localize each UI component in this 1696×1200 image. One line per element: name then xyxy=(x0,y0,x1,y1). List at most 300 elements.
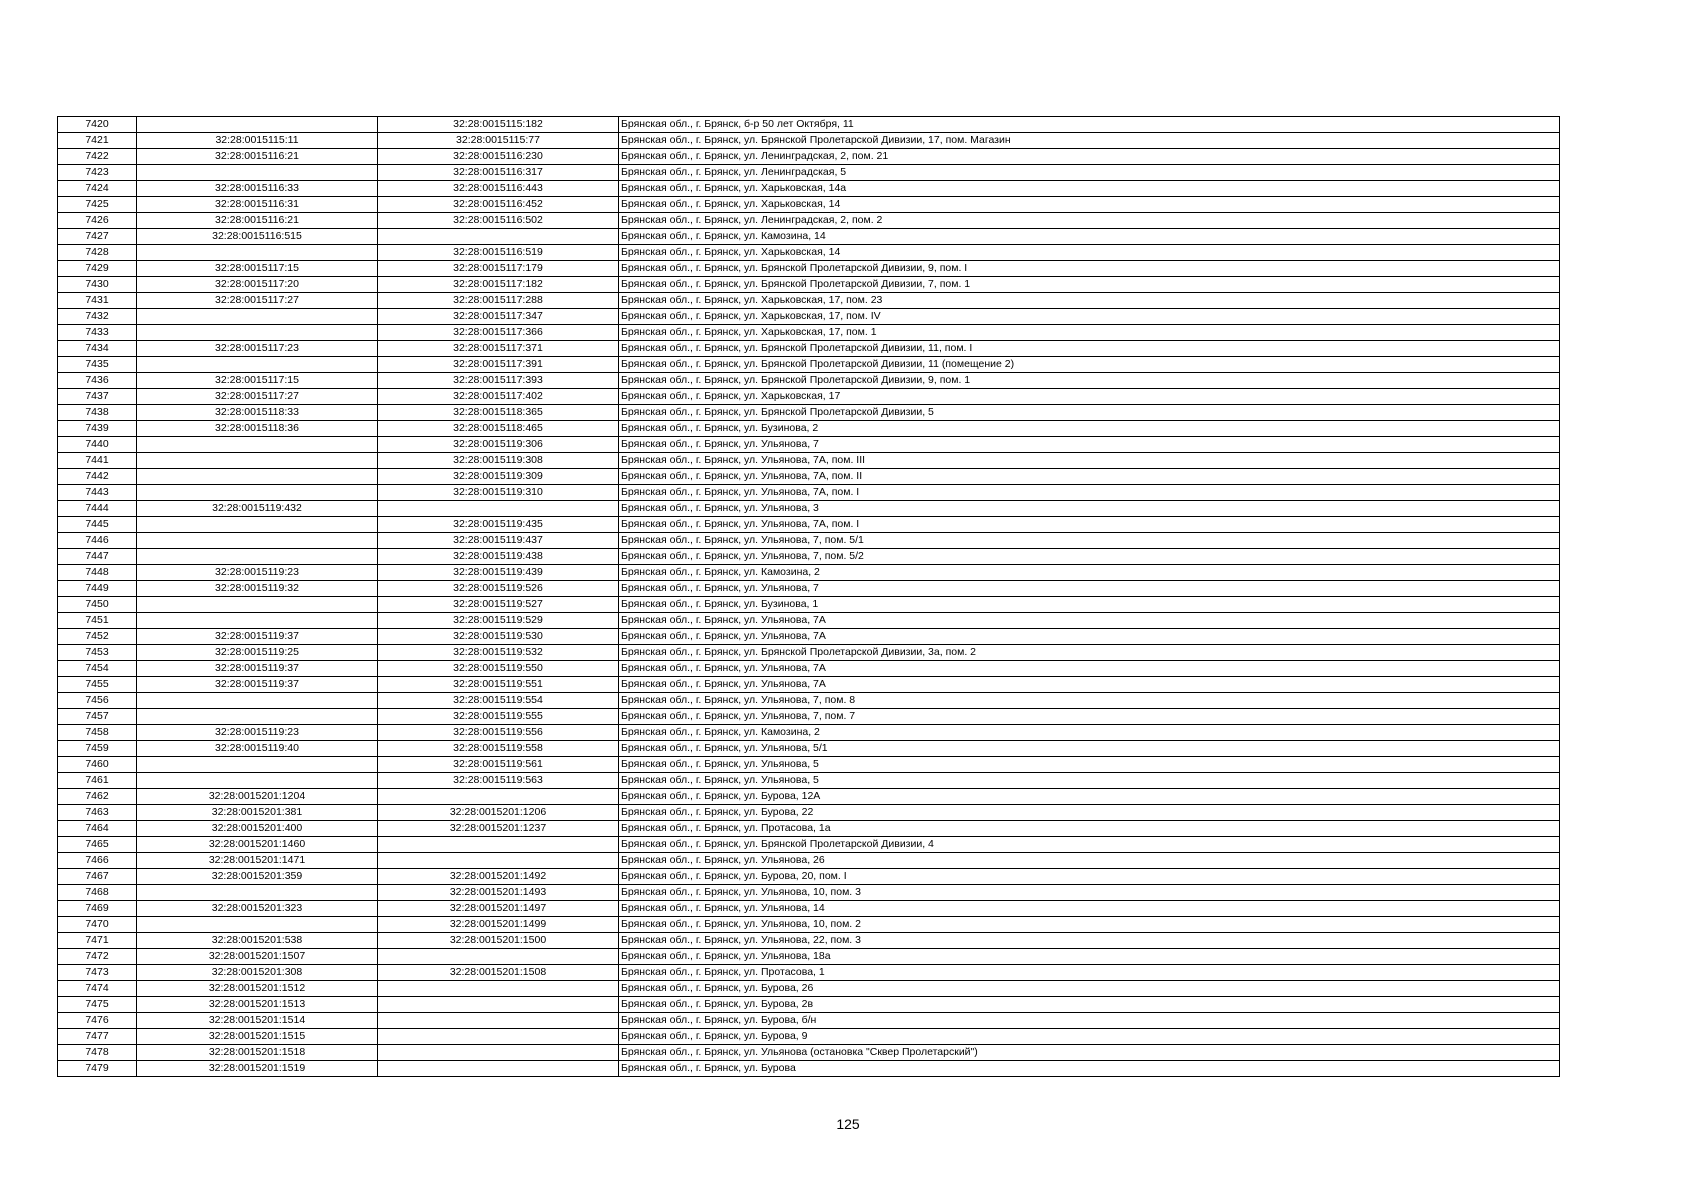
table-row xyxy=(58,869,1560,885)
row-number-cell: 7464 xyxy=(58,821,137,837)
row-number-cell: 7475 xyxy=(58,997,137,1013)
table-row xyxy=(58,1045,1560,1061)
table-row xyxy=(58,181,1560,197)
row-number-cell: 7468 xyxy=(58,885,137,901)
row-number-cell: 7452 xyxy=(58,629,137,645)
address-cell: Брянская обл., г. Брянск, ул. Бурова, 26 xyxy=(619,981,1560,997)
address-cell: Брянская обл., г. Брянск, ул. Протасова, 1а xyxy=(619,821,1560,837)
address-cell: Брянская обл., г. Брянск, ул. Ульянова, 7, пом. 5/2 xyxy=(619,549,1560,565)
table-row xyxy=(58,133,1560,149)
table-row xyxy=(58,245,1560,261)
table-row xyxy=(58,549,1560,565)
row-number-cell: 7472 xyxy=(58,949,137,965)
object-cadastral-number-cell xyxy=(378,981,619,997)
cadastral-number-cell xyxy=(137,917,378,933)
row-number-cell: 7428 xyxy=(58,245,137,261)
object-cadastral-number-cell: 32:28:0015116:317 xyxy=(378,165,619,181)
address-cell: Брянская обл., г. Брянск, ул. Ульянова, 7А, пом. II xyxy=(619,469,1560,485)
object-cadastral-number-cell xyxy=(378,837,619,853)
object-cadastral-number-cell xyxy=(378,949,619,965)
table-row xyxy=(58,997,1560,1013)
row-number-cell: 7443 xyxy=(58,485,137,501)
table-row xyxy=(58,741,1560,757)
cadastral-number-cell xyxy=(137,325,378,341)
cadastral-number-cell: 32:28:0015119:25 xyxy=(137,645,378,661)
table-row xyxy=(58,901,1560,917)
row-number-cell: 7447 xyxy=(58,549,137,565)
row-number-cell: 7455 xyxy=(58,677,137,693)
object-cadastral-number-cell: 32:28:0015119:437 xyxy=(378,533,619,549)
cadastral-number-cell xyxy=(137,549,378,565)
row-number-cell: 7442 xyxy=(58,469,137,485)
address-cell: Брянская обл., г. Брянск, ул. Брянской Пролетарской Дивизии, 9, пом. I xyxy=(619,261,1560,277)
row-number-cell: 7467 xyxy=(58,869,137,885)
row-number-cell: 7444 xyxy=(58,501,137,517)
row-number-cell: 7479 xyxy=(58,1061,137,1077)
table-row xyxy=(58,1029,1560,1045)
table-row xyxy=(58,965,1560,981)
row-number-cell: 7453 xyxy=(58,645,137,661)
row-number-cell: 7459 xyxy=(58,741,137,757)
object-cadastral-number-cell: 32:28:0015116:230 xyxy=(378,149,619,165)
object-cadastral-number-cell: 32:28:0015119:529 xyxy=(378,613,619,629)
cadastral-number-cell xyxy=(137,357,378,373)
row-number-cell: 7441 xyxy=(58,453,137,469)
table-row xyxy=(58,421,1560,437)
object-cadastral-number-cell: 32:28:0015201:1492 xyxy=(378,869,619,885)
cadastral-number-cell: 32:28:0015119:37 xyxy=(137,661,378,677)
address-cell: Брянская обл., г. Брянск, ул. Бурова, 9 xyxy=(619,1029,1560,1045)
table-row xyxy=(58,517,1560,533)
row-number-cell: 7431 xyxy=(58,293,137,309)
object-cadastral-number-cell: 32:28:0015119:527 xyxy=(378,597,619,613)
address-cell: Брянская обл., г. Брянск, ул. Ульянова, 22, пом. 3 xyxy=(619,933,1560,949)
address-cell: Брянская обл., г. Брянск, ул. Харьковская, 17, пом. 1 xyxy=(619,325,1560,341)
row-number-cell: 7448 xyxy=(58,565,137,581)
address-cell: Брянская обл., г. Брянск, ул. Харьковская, 17, пом. IV xyxy=(619,309,1560,325)
table-row xyxy=(58,373,1560,389)
table-row xyxy=(58,229,1560,245)
address-cell: Брянская обл., г. Брянск, ул. Ульянова, 7, пом. 7 xyxy=(619,709,1560,725)
object-cadastral-number-cell: 32:28:0015201:1500 xyxy=(378,933,619,949)
address-cell: Брянская обл., г. Брянск, ул. Ульянова, 7 xyxy=(619,437,1560,453)
cadastral-number-cell: 32:28:0015117:23 xyxy=(137,341,378,357)
address-cell: Брянская обл., г. Брянск, ул. Ульянова, 7, пом. 5/1 xyxy=(619,533,1560,549)
object-cadastral-number-cell xyxy=(378,1029,619,1045)
address-cell: Брянская обл., г. Брянск, ул. Харьковская, 14 xyxy=(619,245,1560,261)
cadastral-number-cell: 32:28:0015201:1519 xyxy=(137,1061,378,1077)
table-row xyxy=(58,533,1560,549)
cadastral-number-cell: 32:28:0015201:1204 xyxy=(137,789,378,805)
table-row xyxy=(58,1061,1560,1077)
cadastral-number-cell: 32:28:0015118:36 xyxy=(137,421,378,437)
object-cadastral-number-cell: 32:28:0015119:438 xyxy=(378,549,619,565)
cadastral-number-cell xyxy=(137,245,378,261)
address-cell: Брянская обл., г. Брянск, ул. Камозина, 14 xyxy=(619,229,1560,245)
row-number-cell: 7465 xyxy=(58,837,137,853)
cadastral-number-cell: 32:28:0015117:27 xyxy=(137,293,378,309)
address-cell: Брянская обл., г. Брянск, ул. Ульянова, 7А, пом. III xyxy=(619,453,1560,469)
address-cell: Брянская обл., г. Брянск, ул. Ульянова, 3 xyxy=(619,501,1560,517)
cadastral-number-cell: 32:28:0015201:381 xyxy=(137,805,378,821)
address-cell: Брянская обл., г. Брянск, ул. Бузинова, 2 xyxy=(619,421,1560,437)
address-cell: Брянская обл., г. Брянск, ул. Ульянова, 18а xyxy=(619,949,1560,965)
cadastral-number-cell xyxy=(137,613,378,629)
address-cell: Брянская обл., г. Брянск, ул. Бузинова, 1 xyxy=(619,597,1560,613)
table-row xyxy=(58,853,1560,869)
table-row xyxy=(58,949,1560,965)
row-number-cell: 7457 xyxy=(58,709,137,725)
address-cell: Брянская обл., г. Брянск, ул. Протасова, 1 xyxy=(619,965,1560,981)
table-row xyxy=(58,293,1560,309)
address-cell: Брянская обл., г. Брянск, ул. Ульянова, 7А xyxy=(619,661,1560,677)
object-cadastral-number-cell: 32:28:0015119:555 xyxy=(378,709,619,725)
object-cadastral-number-cell: 32:28:0015201:1499 xyxy=(378,917,619,933)
object-cadastral-number-cell xyxy=(378,501,619,517)
cadastral-number-cell xyxy=(137,693,378,709)
table-row xyxy=(58,405,1560,421)
cadastral-number-cell: 32:28:0015119:432 xyxy=(137,501,378,517)
cadastral-number-cell xyxy=(137,533,378,549)
table-row xyxy=(58,197,1560,213)
cadastral-number-cell: 32:28:0015201:323 xyxy=(137,901,378,917)
cadastral-number-cell xyxy=(137,117,378,133)
row-number-cell: 7456 xyxy=(58,693,137,709)
object-cadastral-number-cell: 32:28:0015116:443 xyxy=(378,181,619,197)
table-row xyxy=(58,821,1560,837)
object-cadastral-number-cell xyxy=(378,1061,619,1077)
object-cadastral-number-cell xyxy=(378,789,619,805)
row-number-cell: 7424 xyxy=(58,181,137,197)
row-number-cell: 7466 xyxy=(58,853,137,869)
row-number-cell: 7432 xyxy=(58,309,137,325)
address-cell: Брянская обл., г. Брянск, ул. Бурова, 2в xyxy=(619,997,1560,1013)
row-number-cell: 7450 xyxy=(58,597,137,613)
row-number-cell: 7446 xyxy=(58,533,137,549)
object-cadastral-number-cell: 32:28:0015119:556 xyxy=(378,725,619,741)
cadastral-number-cell xyxy=(137,709,378,725)
cadastral-number-cell: 32:28:0015201:1515 xyxy=(137,1029,378,1045)
object-cadastral-number-cell: 32:28:0015117:402 xyxy=(378,389,619,405)
cadastral-number-cell: 32:28:0015115:11 xyxy=(137,133,378,149)
object-cadastral-number-cell: 32:28:0015117:288 xyxy=(378,293,619,309)
row-number-cell: 7469 xyxy=(58,901,137,917)
property-registry-table xyxy=(57,116,1560,1077)
address-cell: Брянская обл., г. Брянск, ул. Ульянова, 7А xyxy=(619,677,1560,693)
table-row xyxy=(58,661,1560,677)
row-number-cell: 7436 xyxy=(58,373,137,389)
row-number-cell: 7439 xyxy=(58,421,137,437)
cadastral-number-cell: 32:28:0015119:37 xyxy=(137,629,378,645)
table-row xyxy=(58,341,1560,357)
address-cell: Брянская обл., г. Брянск, ул. Брянской Пролетарской Дивизии, 5 xyxy=(619,405,1560,421)
row-number-cell: 7433 xyxy=(58,325,137,341)
cadastral-number-cell: 32:28:0015201:1514 xyxy=(137,1013,378,1029)
cadastral-number-cell: 32:28:0015201:308 xyxy=(137,965,378,981)
table-row xyxy=(58,709,1560,725)
table-row xyxy=(58,389,1560,405)
object-cadastral-number-cell: 32:28:0015201:1497 xyxy=(378,901,619,917)
object-cadastral-number-cell: 32:28:0015117:366 xyxy=(378,325,619,341)
object-cadastral-number-cell: 32:28:0015119:550 xyxy=(378,661,619,677)
row-number-cell: 7462 xyxy=(58,789,137,805)
object-cadastral-number-cell: 32:28:0015116:519 xyxy=(378,245,619,261)
cadastral-number-cell xyxy=(137,485,378,501)
cadastral-number-cell: 32:28:0015116:21 xyxy=(137,213,378,229)
address-cell: Брянская обл., г. Брянск, ул. Брянской Пролетарской Дивизии, 11, пом. I xyxy=(619,341,1560,357)
table-row xyxy=(58,565,1560,581)
table-row xyxy=(58,725,1560,741)
cadastral-number-cell: 32:28:0015201:538 xyxy=(137,933,378,949)
address-cell: Брянская обл., г. Брянск, ул. Харьковская, 17, пом. 23 xyxy=(619,293,1560,309)
object-cadastral-number-cell xyxy=(378,1013,619,1029)
cadastral-number-cell: 32:28:0015117:20 xyxy=(137,277,378,293)
cadastral-number-cell: 32:28:0015201:359 xyxy=(137,869,378,885)
address-cell: Брянская обл., г. Брянск, ул. Бурова, 12А xyxy=(619,789,1560,805)
table-row xyxy=(58,693,1560,709)
object-cadastral-number-cell: 32:28:0015117:393 xyxy=(378,373,619,389)
row-number-cell: 7438 xyxy=(58,405,137,421)
address-cell: Брянская обл., г. Брянск, ул. Ульянова, 7А xyxy=(619,629,1560,645)
object-cadastral-number-cell: 32:28:0015118:365 xyxy=(378,405,619,421)
cadastral-number-cell xyxy=(137,597,378,613)
table-row xyxy=(58,485,1560,501)
table-row xyxy=(58,933,1560,949)
cadastral-number-cell: 32:28:0015119:37 xyxy=(137,677,378,693)
address-cell: Брянская обл., г. Брянск, ул. Бурова, 22 xyxy=(619,805,1560,821)
object-cadastral-number-cell: 32:28:0015119:309 xyxy=(378,469,619,485)
table-row xyxy=(58,325,1560,341)
cadastral-number-cell: 32:28:0015117:27 xyxy=(137,389,378,405)
row-number-cell: 7427 xyxy=(58,229,137,245)
object-cadastral-number-cell: 32:28:0015119:435 xyxy=(378,517,619,533)
row-number-cell: 7422 xyxy=(58,149,137,165)
row-number-cell: 7461 xyxy=(58,773,137,789)
object-cadastral-number-cell: 32:28:0015119:308 xyxy=(378,453,619,469)
object-cadastral-number-cell: 32:28:0015117:182 xyxy=(378,277,619,293)
row-number-cell: 7460 xyxy=(58,757,137,773)
row-number-cell: 7437 xyxy=(58,389,137,405)
address-cell: Брянская обл., г. Брянск, ул. Ульянова (остановка "Сквер Пролетарский") xyxy=(619,1045,1560,1061)
object-cadastral-number-cell: 32:28:0015119:530 xyxy=(378,629,619,645)
table-row xyxy=(58,261,1560,277)
object-cadastral-number-cell: 32:28:0015119:310 xyxy=(378,485,619,501)
cadastral-number-cell xyxy=(137,453,378,469)
table-row xyxy=(58,213,1560,229)
row-number-cell: 7473 xyxy=(58,965,137,981)
address-cell: Брянская обл., г. Брянск, ул. Ульянова, 5 xyxy=(619,757,1560,773)
row-number-cell: 7477 xyxy=(58,1029,137,1045)
address-cell: Брянская обл., г. Брянск, ул. Ульянова, 5 xyxy=(619,773,1560,789)
object-cadastral-number-cell: 32:28:0015201:1508 xyxy=(378,965,619,981)
cadastral-number-cell: 32:28:0015119:23 xyxy=(137,565,378,581)
cadastral-number-cell: 32:28:0015119:23 xyxy=(137,725,378,741)
table-row xyxy=(58,309,1560,325)
table-row xyxy=(58,629,1560,645)
address-cell: Брянская обл., г. Брянск, ул. Бурова xyxy=(619,1061,1560,1077)
cadastral-number-cell: 32:28:0015119:40 xyxy=(137,741,378,757)
table-row xyxy=(58,773,1560,789)
table-row xyxy=(58,805,1560,821)
address-cell: Брянская обл., г. Брянск, ул. Бурова, 20, пом. I xyxy=(619,869,1560,885)
object-cadastral-number-cell: 32:28:0015119:558 xyxy=(378,741,619,757)
object-cadastral-number-cell: 32:28:0015119:526 xyxy=(378,581,619,597)
address-cell: Брянская обл., г. Брянск, ул. Ульянова, 10, пом. 3 xyxy=(619,885,1560,901)
cadastral-number-cell: 32:28:0015201:400 xyxy=(137,821,378,837)
row-number-cell: 7434 xyxy=(58,341,137,357)
registry-table-body xyxy=(58,117,1560,1077)
cadastral-number-cell xyxy=(137,773,378,789)
cadastral-number-cell: 32:28:0015201:1460 xyxy=(137,837,378,853)
address-cell: Брянская обл., г. Брянск, ул. Ульянова, 7 xyxy=(619,581,1560,597)
address-cell: Брянская обл., г. Брянск, ул. Бурова, б/н xyxy=(619,1013,1560,1029)
address-cell: Брянская обл., г. Брянск, ул. Брянской Пролетарской Дивизии, 9, пом. 1 xyxy=(619,373,1560,389)
row-number-cell: 7430 xyxy=(58,277,137,293)
row-number-cell: 7421 xyxy=(58,133,137,149)
table-row xyxy=(58,149,1560,165)
object-cadastral-number-cell: 32:28:0015119:532 xyxy=(378,645,619,661)
cadastral-number-cell xyxy=(137,469,378,485)
table-row xyxy=(58,165,1560,181)
object-cadastral-number-cell: 32:28:0015116:502 xyxy=(378,213,619,229)
object-cadastral-number-cell: 32:28:0015201:1237 xyxy=(378,821,619,837)
address-cell: Брянская обл., г. Брянск, ул. Камозина, 2 xyxy=(619,565,1560,581)
object-cadastral-number-cell: 32:28:0015201:1493 xyxy=(378,885,619,901)
object-cadastral-number-cell: 32:28:0015119:306 xyxy=(378,437,619,453)
table-row xyxy=(58,613,1560,629)
table-row xyxy=(58,1013,1560,1029)
address-cell: Брянская обл., г. Брянск, ул. Ленинградская, 2, пом. 21 xyxy=(619,149,1560,165)
object-cadastral-number-cell: 32:28:0015119:561 xyxy=(378,757,619,773)
table-row xyxy=(58,981,1560,997)
cadastral-number-cell: 32:28:0015118:33 xyxy=(137,405,378,421)
row-number-cell: 7435 xyxy=(58,357,137,373)
object-cadastral-number-cell xyxy=(378,853,619,869)
table-row xyxy=(58,437,1560,453)
row-number-cell: 7454 xyxy=(58,661,137,677)
row-number-cell: 7445 xyxy=(58,517,137,533)
address-cell: Брянская обл., г. Брянск, ул. Харьковская, 17 xyxy=(619,389,1560,405)
row-number-cell: 7476 xyxy=(58,1013,137,1029)
object-cadastral-number-cell: 32:28:0015119:551 xyxy=(378,677,619,693)
address-cell: Брянская обл., г. Брянск, ул. Ульянова, 7, пом. 8 xyxy=(619,693,1560,709)
table-row xyxy=(58,357,1560,373)
table-row xyxy=(58,789,1560,805)
row-number-cell: 7425 xyxy=(58,197,137,213)
address-cell: Брянская обл., г. Брянск, ул. Ленинградская, 5 xyxy=(619,165,1560,181)
address-cell: Брянская обл., г. Брянск, ул. Ульянова, 7А, пом. I xyxy=(619,485,1560,501)
row-number-cell: 7449 xyxy=(58,581,137,597)
object-cadastral-number-cell xyxy=(378,997,619,1013)
table-row xyxy=(58,581,1560,597)
address-cell: Брянская обл., г. Брянск, б-р 50 лет Октября, 11 xyxy=(619,117,1560,133)
cadastral-number-cell: 32:28:0015116:515 xyxy=(137,229,378,245)
cadastral-number-cell: 32:28:0015201:1513 xyxy=(137,997,378,1013)
object-cadastral-number-cell: 32:28:0015117:347 xyxy=(378,309,619,325)
table-row xyxy=(58,277,1560,293)
address-cell: Брянская обл., г. Брянск, ул. Ленинградская, 2, пом. 2 xyxy=(619,213,1560,229)
row-number-cell: 7474 xyxy=(58,981,137,997)
object-cadastral-number-cell: 32:28:0015115:77 xyxy=(378,133,619,149)
object-cadastral-number-cell: 32:28:0015117:179 xyxy=(378,261,619,277)
table-row xyxy=(58,645,1560,661)
object-cadastral-number-cell: 32:28:0015119:563 xyxy=(378,773,619,789)
table-row xyxy=(58,597,1560,613)
table-row xyxy=(58,917,1560,933)
address-cell: Брянская обл., г. Брянск, ул. Брянской Пролетарской Дивизии, 17, пом. Магазин xyxy=(619,133,1560,149)
cadastral-number-cell xyxy=(137,437,378,453)
object-cadastral-number-cell: 32:28:0015115:182 xyxy=(378,117,619,133)
cadastral-number-cell xyxy=(137,885,378,901)
object-cadastral-number-cell xyxy=(378,1045,619,1061)
row-number-cell: 7429 xyxy=(58,261,137,277)
row-number-cell: 7426 xyxy=(58,213,137,229)
object-cadastral-number-cell: 32:28:0015116:452 xyxy=(378,197,619,213)
address-cell: Брянская обл., г. Брянск, ул. Брянской Пролетарской Дивизии, 4 xyxy=(619,837,1560,853)
address-cell: Брянская обл., г. Брянск, ул. Ульянова, 5/1 xyxy=(619,741,1560,757)
row-number-cell: 7463 xyxy=(58,805,137,821)
cadastral-number-cell xyxy=(137,165,378,181)
address-cell: Брянская обл., г. Брянск, ул. Брянской Пролетарской Дивизии, 3а, пом. 2 xyxy=(619,645,1560,661)
address-cell: Брянская обл., г. Брянск, ул. Ульянова, 14 xyxy=(619,901,1560,917)
table-row xyxy=(58,501,1560,517)
object-cadastral-number-cell: 32:28:0015117:371 xyxy=(378,341,619,357)
cadastral-number-cell xyxy=(137,757,378,773)
address-cell: Брянская обл., г. Брянск, ул. Харьковская, 14 xyxy=(619,197,1560,213)
cadastral-number-cell: 32:28:0015201:1512 xyxy=(137,981,378,997)
row-number-cell: 7451 xyxy=(58,613,137,629)
cadastral-number-cell: 32:28:0015116:31 xyxy=(137,197,378,213)
cadastral-number-cell: 32:28:0015201:1507 xyxy=(137,949,378,965)
cadastral-number-cell xyxy=(137,517,378,533)
object-cadastral-number-cell: 32:28:0015119:554 xyxy=(378,693,619,709)
address-cell: Брянская обл., г. Брянск, ул. Ульянова, 26 xyxy=(619,853,1560,869)
row-number-cell: 7470 xyxy=(58,917,137,933)
cadastral-number-cell: 32:28:0015117:15 xyxy=(137,373,378,389)
table-row xyxy=(58,453,1560,469)
cadastral-number-cell: 32:28:0015201:1518 xyxy=(137,1045,378,1061)
object-cadastral-number-cell: 32:28:0015201:1206 xyxy=(378,805,619,821)
address-cell: Брянская обл., г. Брянск, ул. Харьковская, 14а xyxy=(619,181,1560,197)
cadastral-number-cell xyxy=(137,309,378,325)
cadastral-number-cell: 32:28:0015119:32 xyxy=(137,581,378,597)
table-row xyxy=(58,469,1560,485)
table-row xyxy=(58,757,1560,773)
cadastral-number-cell: 32:28:0015117:15 xyxy=(137,261,378,277)
row-number-cell: 7458 xyxy=(58,725,137,741)
address-cell: Брянская обл., г. Брянск, ул. Брянской Пролетарской Дивизии, 7, пом. 1 xyxy=(619,277,1560,293)
object-cadastral-number-cell: 32:28:0015118:465 xyxy=(378,421,619,437)
table-row xyxy=(58,677,1560,693)
cadastral-number-cell: 32:28:0015116:33 xyxy=(137,181,378,197)
row-number-cell: 7423 xyxy=(58,165,137,181)
table-row xyxy=(58,837,1560,853)
object-cadastral-number-cell: 32:28:0015117:391 xyxy=(378,357,619,373)
page-number: 125 xyxy=(836,1116,860,1132)
address-cell: Брянская обл., г. Брянск, ул. Ульянова, 7А, пом. I xyxy=(619,517,1560,533)
object-cadastral-number-cell: 32:28:0015119:439 xyxy=(378,565,619,581)
row-number-cell: 7478 xyxy=(58,1045,137,1061)
address-cell: Брянская обл., г. Брянск, ул. Ульянова, 7А xyxy=(619,613,1560,629)
address-cell: Брянская обл., г. Брянск, ул. Брянской Пролетарской Дивизии, 11 (помещение 2) xyxy=(619,357,1560,373)
table-row xyxy=(58,885,1560,901)
address-cell: Брянская обл., г. Брянск, ул. Камозина, 2 xyxy=(619,725,1560,741)
address-cell: Брянская обл., г. Брянск, ул. Ульянова, 10, пом. 2 xyxy=(619,917,1560,933)
row-number-cell: 7420 xyxy=(58,117,137,133)
cadastral-number-cell: 32:28:0015116:21 xyxy=(137,149,378,165)
cadastral-number-cell: 32:28:0015201:1471 xyxy=(137,853,378,869)
row-number-cell: 7440 xyxy=(58,437,137,453)
